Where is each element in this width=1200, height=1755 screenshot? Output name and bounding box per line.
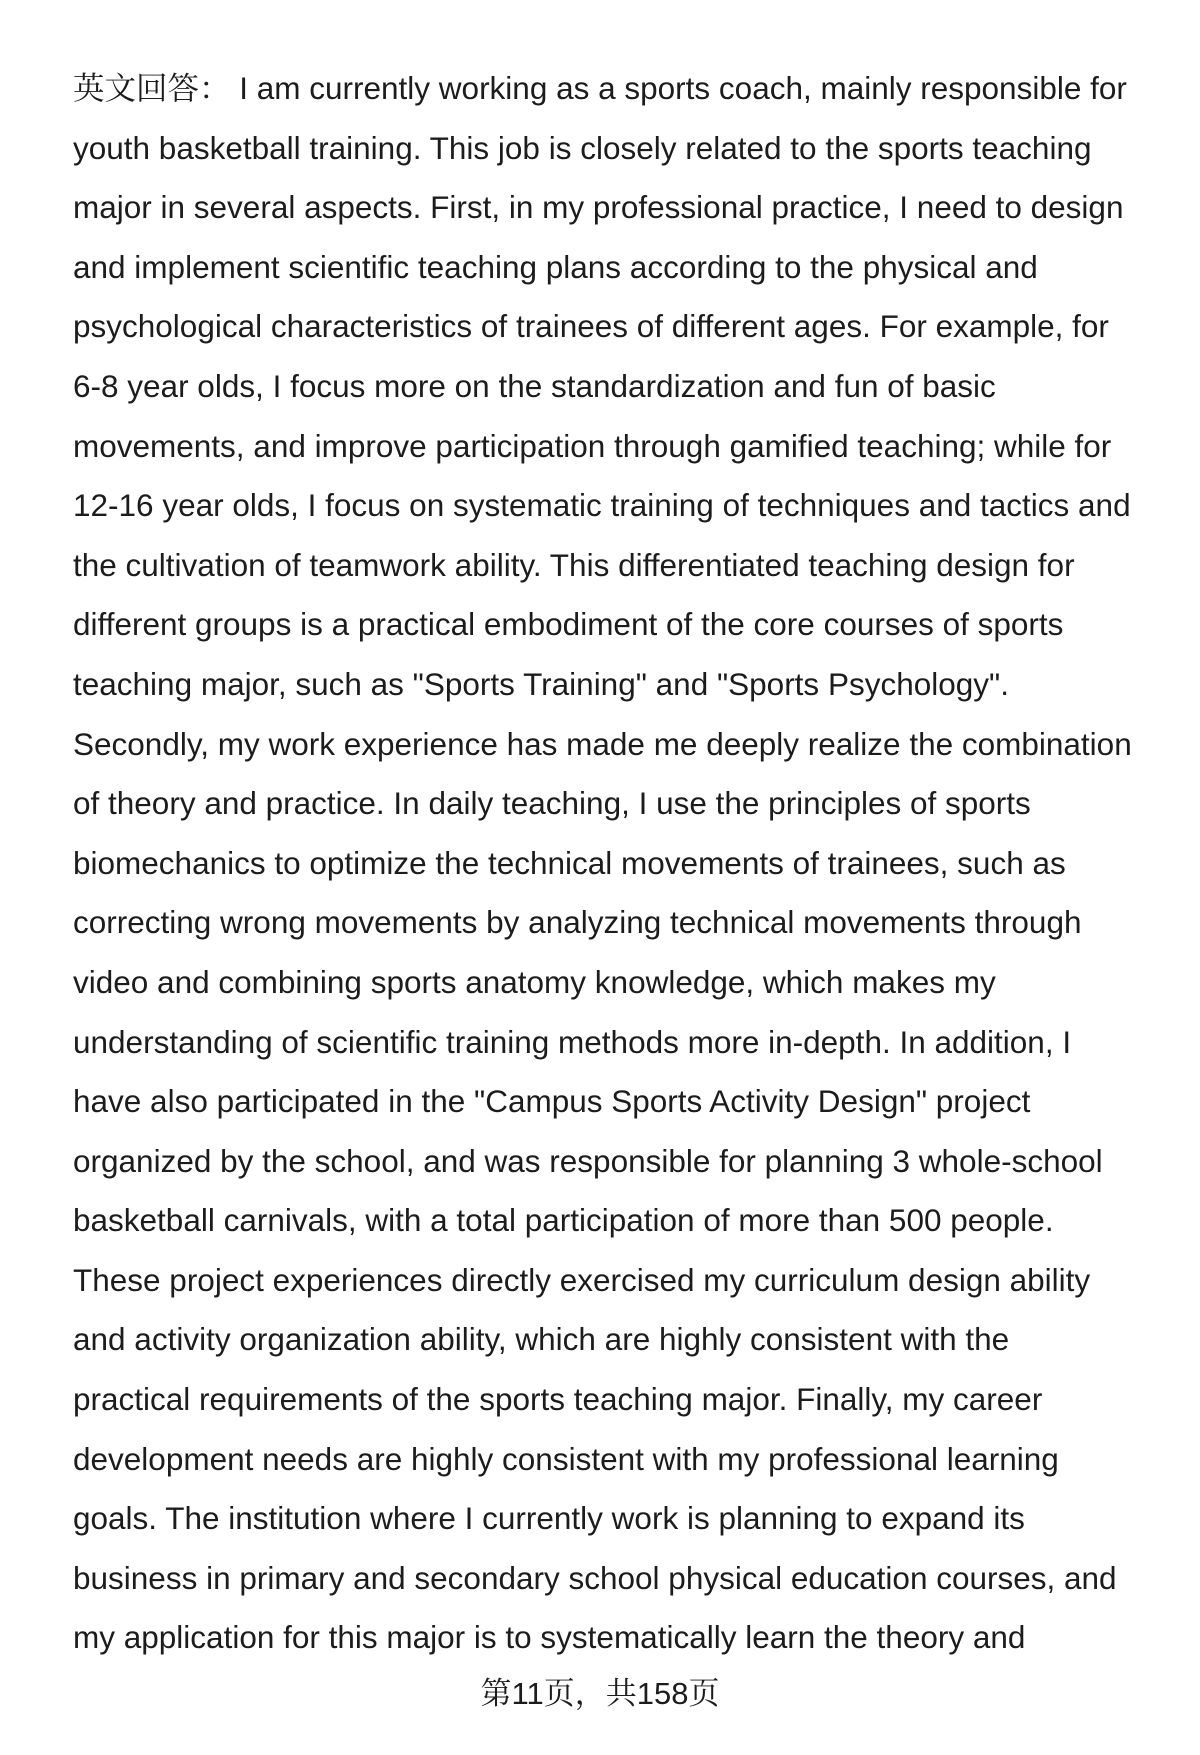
text-line: practical requirements of the sports teaching major. Finally, my career bbox=[73, 1381, 1043, 1418]
text-line: have also participated in the "Campus Sports Activity Design" project bbox=[73, 1083, 1031, 1120]
text-line: psychological characteristics of trainees of different ages. For example, for bbox=[73, 308, 1109, 345]
text-line: basketball carnivals, with a total participation of more than 500 people. bbox=[73, 1202, 1054, 1239]
text-line: movements, and improve participation through gamified teaching; while for bbox=[73, 427, 1112, 464]
text-line: Secondly, my work experience has made me deeply realize the combination bbox=[73, 725, 1132, 762]
text-line: 英文回答： I am currently working as a sports coach, mainly responsible for bbox=[73, 70, 1127, 106]
text-line: 12-16 year olds, I focus on systematic training of techniques and tactics and bbox=[73, 487, 1131, 524]
text-line: development needs are highly consistent with my professional learning bbox=[73, 1440, 1059, 1477]
text-line: and implement scientific teaching plans according to the physical and bbox=[73, 248, 1038, 285]
text-line: 6-8 year olds, I focus more on the standardization and fun of basic bbox=[73, 367, 996, 404]
text-line: goals. The institution where I currently work is planning to expand its bbox=[73, 1500, 1025, 1537]
text-line: business in primary and secondary school physical education courses, and bbox=[73, 1559, 1117, 1596]
text-line: video and combining sports anatomy knowledge, which makes my bbox=[73, 963, 996, 1000]
text-line: the cultivation of teamwork ability. This differentiated teaching design for bbox=[73, 546, 1075, 583]
text-line: different groups is a practical embodiment of the core courses of sports bbox=[73, 606, 1064, 643]
text-line: of theory and practice. In daily teaching, I use the principles of sports bbox=[73, 785, 1031, 822]
text-line: major in several aspects. First, in my professional practice, I need to design bbox=[73, 189, 1124, 226]
text-line: correcting wrong movements by analyzing technical movements through bbox=[73, 904, 1082, 941]
text-line: These project experiences directly exercised my curriculum design ability bbox=[73, 1261, 1091, 1298]
text-line: and activity organization ability, which are highly consistent with the bbox=[73, 1321, 1010, 1358]
page-number-footer: 第11页，共158页 bbox=[480, 1676, 720, 1711]
text-line: teaching major, such as "Sports Training" and "Sports Psychology". bbox=[73, 665, 1009, 702]
text-line: youth basketball training. This job is closely related to the sports teaching bbox=[73, 129, 1092, 166]
text-line: biomechanics to optimize the technical movements of trainees, such as bbox=[73, 844, 1066, 881]
text-line: organized by the school, and was responsible for planning 3 whole-school bbox=[73, 1142, 1103, 1179]
answer-paragraph bbox=[73, 59, 1163, 1668]
text-line: my application for this major is to systematically learn the theory and bbox=[73, 1619, 1026, 1656]
text-line: understanding of scientific training methods more in-depth. In addition, I bbox=[73, 1023, 1072, 1060]
